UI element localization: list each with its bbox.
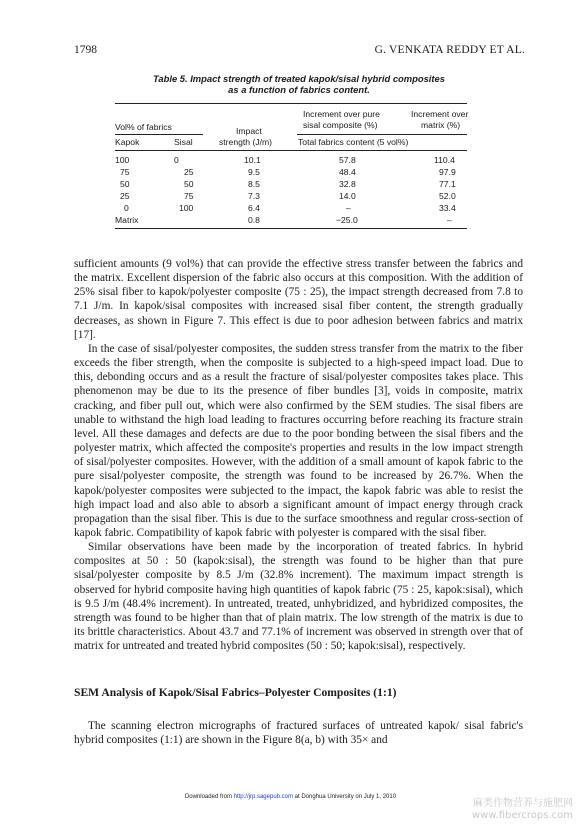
cell-impact: 9.5 <box>248 167 260 177</box>
cell-impact: 7.3 <box>248 191 260 201</box>
cell-inc-pure: 14.0 <box>339 191 356 201</box>
footer-suffix: at Donghua University on July 1, 2010 <box>294 794 397 800</box>
footer-url-link[interactable]: http://jrp.sagepub.com <box>233 794 293 800</box>
table-caption <box>74 73 524 95</box>
col-header-impact-2: strength (J/m) <box>219 137 273 147</box>
col-header-inc-matrix-2: matrix (%) <box>421 120 461 130</box>
cell-inc-pure: 48.4 <box>339 167 356 177</box>
col-header-inc-pure-2: sisal composite (%) <box>303 120 378 130</box>
col-header-impact-1: Impact <box>236 126 262 136</box>
cell-sisal: 25 <box>184 167 194 177</box>
col-header-vol-fabrics: Vol% of fabrics <box>115 122 172 132</box>
footer-prefix: Downloaded from <box>184 794 232 800</box>
body-text <box>74 257 523 653</box>
paragraph: The scanning electron micrographs of fractured surfaces of untreated kapok/ sisal fabric's hybrid composites (1:1) are shown in the Figure 8(a, b) with 35× and <box>74 720 523 747</box>
section-heading: SEM Analysis of Kapok/Sisal Fabrics–Polyester Composites (1:1) <box>74 686 397 699</box>
cell-inc-pure: – <box>346 203 351 213</box>
watermark-line1: 麻类作物营养与施肥网 <box>473 798 573 809</box>
paragraph: Similar observations have been made by the incorporation of treated fabrics. In hybrid composites at 50 : 50 (kapok:sisal), the strength was found to be higher than that pure sisal/polyester composite by 8.5 J/m (32.8% increment). The maximum impact strength is observed for hybrid composite having high quantities of kapok fabric (75 : 25, kapok:sisal), which is 9.5 J/m (48.4% increment). In untreated, treated, unhybridized, and hybridized composites, the strength was found to be higher than that of plain matrix. The low strength of the matrix is due to its brittle characteristics. About 43.7 and 77.1% of increment was observed in strength over that of matrix for untreated and treated hybrid composites (50 : 50; kapok:sisal), respectively. <box>74 541 523 653</box>
cell-inc-matrix: 97.9 <box>439 167 456 177</box>
cell-impact: 0.8 <box>248 215 260 225</box>
cell-kapok: 75 <box>120 167 130 177</box>
running-head-authors: G. VENKATA REDDY ET AL. <box>374 44 525 56</box>
cell-inc-matrix: 52.0 <box>439 191 456 201</box>
cell-inc-matrix: – <box>447 215 452 225</box>
cell-impact: 6.4 <box>248 203 260 213</box>
cell-inc-pure: −25.0 <box>336 215 358 225</box>
cell-inc-pure: 32.8 <box>339 179 356 189</box>
paragraph: In the case of sisal/polyester composites, the sudden stress transfer from the matrix to the fiber exceeds the fiber strength, when the composite is subjected to a high-speed impact load. Due to this, debonding occurs and as a result the fracture of sisal/polyester composites takes place. This phenomenon may be due to its the presence of fiber bundles [3], voids in composite, matrix cracking, and fiber pull out, which were also confirmed by the SEM studies. The sisal fibers are unable to withstand the high load leading to fractures occurring before reaching its fracture strain level. All these damages and defects are due to the poor bonding between the sisal fibers and the polyester matrix, which affected the composite's properties and results in the low impact strength of sisal/polyester composites. However, with the addition of a small amount of kapok fabric to the pure sisal/polyester composite, the strength was found to be increased by 26.7%. When the kapok/polyester composites were subjected to the impact, the kapok fabric was able to resist the high impact load and also able to absorb a significant amount of impact energy through crack propagation than the sisal fiber. This is due to the surface smoothness and regular cross-section of kapok fabric. Compatibility of kapok fabric with polyester is compared with the sisal fiber. <box>74 342 523 539</box>
cell-impact: 10.1 <box>244 155 261 165</box>
running-head <box>74 44 525 60</box>
paragraph: sufficient amounts (9 vol%) that can provide the effective stress transfer between the fabrics and the matrix. Excellent dispersion of the fabric also occurs at this composition. With the addition of 25% sisal fiber to kapok/polyester composite (75 : 25), the impact strength decreased from 7.8 to 7.1 J/m. In kapok/sisal composites with increased sisal fiber content, the strength gradually decreases, as shown in Figure 7. This effect is due to poor adhesion between fabrics and matrix [17]. <box>74 258 523 341</box>
table-caption-line2: as a function of fabrics content. <box>228 84 370 95</box>
cell-kapok: 0 <box>124 203 129 213</box>
cell-kapok: 100 <box>115 155 130 165</box>
page-number: 1798 <box>74 44 97 56</box>
cell-inc-matrix: 77.1 <box>439 179 456 189</box>
cell-sisal: 0 <box>174 155 179 165</box>
body-text-continued <box>74 719 523 747</box>
table-vol-rule <box>115 134 203 135</box>
cell-kapok: 25 <box>120 191 130 201</box>
table-bottom-rule <box>115 228 467 229</box>
watermark-line2: www.fibercrops.com <box>471 810 573 821</box>
table-header-rule <box>115 150 467 151</box>
cell-inc-matrix: 110.4 <box>434 155 455 165</box>
cell-inc-pure: 57.8 <box>339 155 356 165</box>
col-header-inc-pure-1: Increment over pure <box>303 109 380 119</box>
col-header-inc-matrix-1: Increment over <box>411 109 469 119</box>
col-header-total-fabrics: Total fabrics content (5 vol%) <box>298 137 409 147</box>
cell-impact: 8.5 <box>248 179 260 189</box>
table-increment-rule <box>297 134 467 135</box>
cell-kapok: 50 <box>120 179 130 189</box>
cell-sisal: 100 <box>179 203 194 213</box>
table-caption-line1: Table 5. Impact strength of treated kapok/sisal hybrid composites <box>153 73 445 84</box>
table-top-rule <box>115 103 467 104</box>
col-header-kapok: Kapok <box>115 137 140 147</box>
cell-sisal: 50 <box>184 179 194 189</box>
watermark <box>472 798 573 822</box>
cell-sisal: 75 <box>184 191 194 201</box>
cell-kapok: Matrix <box>115 215 139 225</box>
cell-inc-matrix: 33.4 <box>439 203 456 213</box>
col-header-sisal: Sisal <box>174 137 193 147</box>
